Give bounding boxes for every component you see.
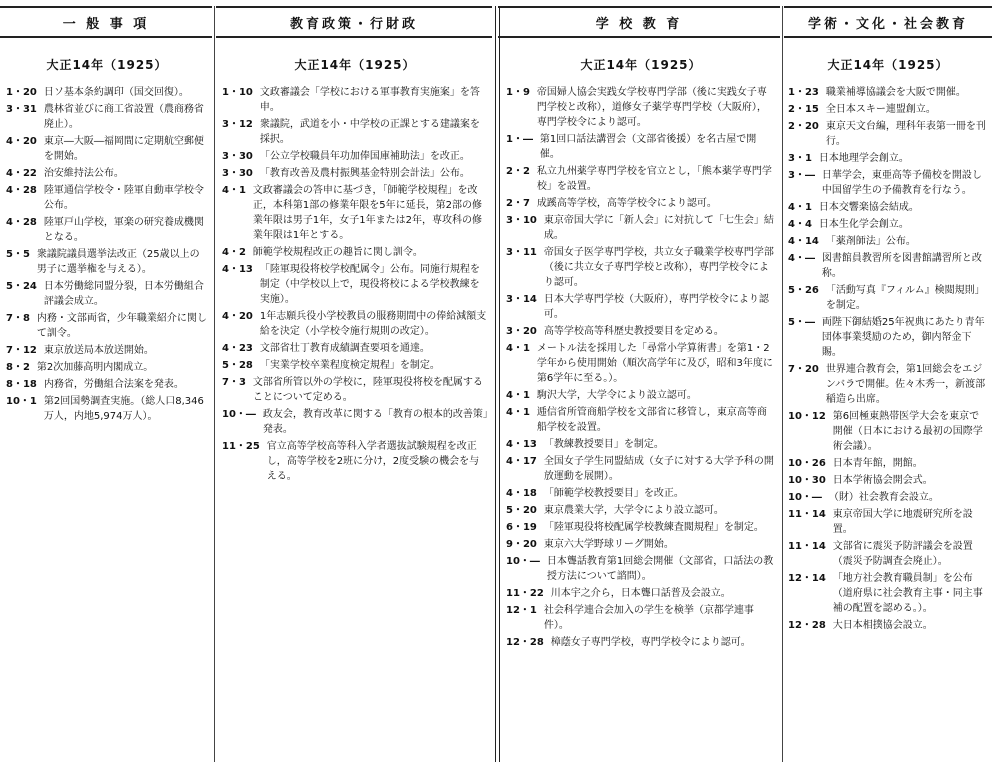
- chronology-entry: [222, 166, 488, 181]
- chronology-entry: [788, 539, 988, 569]
- entry-date: 4・1: [222, 185, 253, 196]
- chronology-entry: [788, 168, 988, 198]
- entry-text: 東京天文台編，理科年表第一冊を刊行。: [825, 121, 986, 147]
- chronology-entry: [222, 262, 488, 307]
- entry-date: 1・20: [6, 87, 44, 98]
- entry-text: 「陸軍現役将校配属学校教練査閲規程」を制定。: [543, 522, 764, 533]
- chronology-entry: [788, 473, 988, 488]
- chronology-entry: [6, 166, 208, 181]
- entry-text: 文政審議会の答申に基づき，「師範学校規程」を改正，本科第1部の修業年限を5年に延長，第2部の修業年限は男子1年，女子1年または2年，専攻科の修業年限は1年とする。: [252, 185, 482, 241]
- entry-text: 私立九州薬学専門学校を官立とし，「熊本薬学専門学校」を設置。: [536, 166, 772, 192]
- entry-text: 高等学校高等科歴史教授要目を定める。: [543, 326, 724, 337]
- chronology-entry: [6, 394, 208, 424]
- entry-date: 3・31: [6, 104, 44, 115]
- column-school: [506, 36, 776, 762]
- chronology-entry: [6, 183, 208, 213]
- chronology-entry: [222, 341, 488, 356]
- entry-date: 4・―: [788, 253, 822, 264]
- entry-text: 日本青年館，開館。: [832, 458, 923, 469]
- entry-text: 農林省並びに商工省設置（農商務省廃止）。: [43, 104, 204, 130]
- entry-text: 「活動写真『フィルム』検閲規則」を制定。: [825, 285, 985, 311]
- chronology-entry: [506, 245, 776, 290]
- chronology-entry: [506, 454, 776, 484]
- entry-text: （財）社会教育会設立。: [828, 492, 939, 503]
- entry-date: 4・20: [6, 136, 44, 147]
- entry-text: 「陸軍現役将校学校配属令」公布。同施行規程を制定（中学校以上で，現役将校による学校教練を実施）。: [259, 264, 480, 305]
- entry-date: 5・28: [222, 360, 260, 371]
- entry-date: 11・25: [222, 441, 267, 452]
- entry-text: 日ソ基本条約調印（国交回復）。: [43, 87, 189, 98]
- chronology-entry: [788, 102, 988, 117]
- entry-text: 衆議院，武道を小・中学校の正課とする建議案を採択。: [259, 119, 480, 145]
- entry-text: 衆議院議員選挙法改正（25歳以上の男子に選挙権を与える）。: [36, 249, 200, 275]
- chronology-entry: [788, 217, 988, 232]
- chronology-entry: [506, 635, 776, 650]
- chronology-entry: [506, 196, 776, 211]
- chronology-entry: [506, 164, 776, 194]
- year-heading: 大正14年（1925）: [294, 58, 416, 72]
- chronology-entry: [506, 341, 776, 386]
- entry-date: 4・4: [788, 219, 819, 230]
- entry-text: 1年志願兵役小学校教員の服務期間中の俸給減額支給を決定（小学校令施行規則の改定）。: [259, 311, 487, 337]
- entry-date: 10・―: [222, 409, 263, 420]
- entry-text: 駒沢大学，大学令により設立認可。: [536, 390, 697, 401]
- chronology-entry: [6, 279, 208, 309]
- entry-date: 4・1: [506, 343, 537, 354]
- entry-date: 3・11: [506, 247, 544, 258]
- entry-date: 4・2: [222, 247, 253, 258]
- entry-text: 政友会，教育改革に関する「教育の根本的改善策」発表。: [262, 409, 488, 435]
- entry-date: 4・17: [506, 456, 544, 467]
- entry-date: 4・18: [506, 488, 544, 499]
- entry-text: 「薬剤師法」公布。: [825, 236, 916, 247]
- entry-text: 樟蔭女子専門学校，専門学校令により認可。: [550, 637, 751, 648]
- entry-date: 5・20: [506, 505, 544, 516]
- chronology-entry: [6, 215, 208, 245]
- entry-date: 5・26: [788, 285, 826, 296]
- chronology-entry: [506, 132, 776, 162]
- entry-date: 10・1: [6, 396, 44, 407]
- column-divider: [214, 6, 215, 762]
- entry-text: 第2回国勢調査実施。（総人口8,346万人，内地5,974万人）。: [43, 396, 204, 422]
- chronology-entry: [6, 343, 208, 358]
- entry-text: 東京帝国大学に「新人会」に対抗して「七生会」結成。: [543, 215, 774, 241]
- chronology-entry: [788, 200, 988, 215]
- entry-text: 帝国婦人協会実践女学校専門学部（後に実践女子専門学校と改称），道修女子薬学専門学校（大阪府），専門学校令により認可。: [536, 87, 767, 128]
- column-header-general: 一 般 事 項: [0, 6, 212, 38]
- column-divider: [782, 6, 783, 762]
- entry-date: 2・15: [788, 104, 826, 115]
- entry-text: 東京農業大学，大学令により設立認可。: [543, 505, 724, 516]
- entry-text: 第6回極東熱帯医学大会を東京で開催（日本における最初の国際学術会議）。: [832, 411, 983, 452]
- entry-text: 「公立学校職員年功加俸国庫補助法」を改正。: [259, 151, 470, 162]
- entry-date: 4・1: [506, 390, 537, 401]
- chronology-entry: [222, 358, 488, 373]
- chronology-entry: [788, 456, 988, 471]
- entry-text: 成蹊高等学校，高等学校令により認可。: [536, 198, 717, 209]
- entry-date: 12・14: [788, 573, 833, 584]
- entry-text: 第2次加藤高明内閣成立。: [36, 362, 154, 373]
- entry-text: 「実業学校卒業程度検定規程」を制定。: [259, 360, 440, 371]
- entry-date: 2・20: [788, 121, 826, 132]
- entry-date: 7・8: [6, 313, 37, 324]
- entry-text: 「師範学校教授要目」を改正。: [543, 488, 684, 499]
- entry-date: 10・12: [788, 411, 833, 422]
- entry-text: 全国女子学生同盟結成（女子に対する大学予科の開放運動を展開）。: [543, 456, 774, 482]
- entry-text: 官立高等学校高等科入学者選抜試験規程を改正し，高等学校を2班に分け，2度受験の機会を与える。: [266, 441, 480, 482]
- chronology-entry: [6, 134, 208, 164]
- entry-date: 3・1: [788, 153, 819, 164]
- chronology-entry: [222, 439, 488, 484]
- entry-text: 治安維持法公布。: [43, 168, 124, 179]
- entry-text: 職業補導協議会を大阪で開催。: [825, 87, 966, 98]
- chronology-entry: [506, 388, 776, 403]
- column-divider-double: [499, 6, 500, 762]
- entry-date: 5・24: [6, 281, 44, 292]
- entry-date: 12・1: [506, 605, 544, 616]
- entry-date: 4・22: [6, 168, 44, 179]
- column-header-culture: 学術・文化・社会教育: [784, 6, 992, 38]
- entry-date: 3・14: [506, 294, 544, 305]
- chronology-entry: [788, 234, 988, 249]
- entry-date: 4・1: [506, 407, 537, 418]
- entry-text: 日本地理学会創立。: [818, 153, 909, 164]
- entry-date: 8・2: [6, 362, 37, 373]
- entry-text: 日本学術協会開会式。: [832, 475, 933, 486]
- entry-list: [6, 85, 208, 424]
- chronology-entry: [222, 149, 488, 164]
- chronology-entry: [222, 183, 488, 243]
- entry-date: 4・14: [788, 236, 826, 247]
- entry-date: 4・28: [6, 217, 44, 228]
- chronology-entry: [788, 409, 988, 454]
- column-policy: [222, 36, 488, 762]
- chronology-entry: [788, 151, 988, 166]
- entry-date: 4・13: [222, 264, 260, 275]
- entry-date: 3・―: [788, 170, 822, 181]
- chronology-entry: [788, 490, 988, 505]
- column-header-school: 学 校 教 育: [498, 6, 780, 38]
- chronology-entry: [506, 292, 776, 322]
- entry-date: 11・14: [788, 509, 833, 520]
- entry-date: 3・10: [506, 215, 544, 226]
- entry-text: 内務省，労働組合法案を発表。: [43, 379, 184, 390]
- chronology-entry: [6, 377, 208, 392]
- entry-text: 日本大学専門学校（大阪府），専門学校令により認可。: [543, 294, 769, 320]
- chronology-entry: [222, 407, 488, 437]
- chronology-entry: [6, 102, 208, 132]
- chronology-entry: [788, 571, 988, 616]
- entry-date: 3・12: [222, 119, 260, 130]
- entry-date: 7・12: [6, 345, 44, 356]
- chronology-entry: [788, 618, 988, 633]
- entry-text: 文部省所管以外の学校に，陸軍現役将校を配属することについて定める。: [252, 377, 483, 403]
- chronology-entry: [506, 537, 776, 552]
- year-heading: 大正14年（1925）: [827, 58, 949, 72]
- chronology-entry: [222, 117, 488, 147]
- entry-text: 文部省壮丁教育成績調査要項を通達。: [259, 343, 430, 354]
- chronology-entry: [6, 247, 208, 277]
- chronology-entry: [506, 213, 776, 243]
- entry-date: 1・23: [788, 87, 826, 98]
- entry-text: 陸軍通信学校令・陸軍自動車学校令公布。: [43, 185, 204, 211]
- entry-date: 11・22: [506, 588, 551, 599]
- chronology-entry: [788, 362, 988, 407]
- chronology-entry: [6, 85, 208, 100]
- entry-date: 7・3: [222, 377, 253, 388]
- chronology-entry: [788, 283, 988, 313]
- chronology-entry: [788, 85, 988, 100]
- chronology-entry: [6, 360, 208, 375]
- entry-text: 両陛下御結婚25年祝典にあたり青年団体事業奨励のため，御内帑金下賜。: [821, 317, 985, 358]
- chronology-entry: [506, 486, 776, 501]
- chronology-entry: [6, 311, 208, 341]
- entry-text: 全日本スキー連盟創立。: [825, 104, 936, 115]
- entry-date: 8・18: [6, 379, 44, 390]
- entry-text: 世界連合教育会，第1回総会をエジンバラで開催。佐々木秀一，新渡部稲造ら出席。: [825, 364, 986, 405]
- entry-text: 文部省に震災予防評議会を設置（震災予防調査会廃止）。: [832, 541, 973, 567]
- entry-text: メートル法を採用した「尋常小学算術書」を第1・2学年から使用開始（順次高学年に及び，昭和3年度に第6学年に至る。）。: [536, 343, 773, 384]
- chronology-entry: [506, 586, 776, 601]
- chronology-entry: [506, 554, 776, 584]
- entry-text: 「地方社会教育職員制」を公布（道府県に社会教育主事・同主事補の配置を認める。）。: [832, 573, 983, 614]
- entry-text: 「教練教授要目」を制定。: [543, 439, 664, 450]
- chronology-entry: [506, 520, 776, 535]
- entry-text: 逓信省所管商船学校を文部省に移管し，東京高等商船学校を設置。: [536, 407, 767, 433]
- entry-text: 東京六大学野球リーグ開始。: [543, 539, 674, 550]
- entry-text: 第1回口話法講習会（文部省後援）を名古屋で開催。: [539, 134, 757, 160]
- entry-text: 陸軍戸山学校，軍楽の研究養成機関となる。: [43, 217, 204, 243]
- chronology-entry: [506, 503, 776, 518]
- entry-date: 10・―: [788, 492, 829, 503]
- chronology-entry: [788, 315, 988, 360]
- column-culture: [788, 36, 988, 762]
- chronology-entry: [506, 437, 776, 452]
- entry-text: 社会科学連合会加入の学生を検挙（京都学連事件）。: [543, 605, 754, 631]
- entry-date: 4・28: [6, 185, 44, 196]
- entry-text: 東京―大阪―福岡間に定期航空郵便を開始。: [43, 136, 204, 162]
- entry-date: 4・23: [222, 343, 260, 354]
- entry-text: 「教育改善及農村振興基金特別会計法」公布。: [259, 168, 470, 179]
- entry-text: 内務・文部両省，少年職業紹介に関して訓令。: [36, 313, 207, 339]
- entry-text: 日華学会，東亜高等予備校を開設し中国留学生の予備教育を行なう。: [821, 170, 982, 196]
- entry-text: 東京帝国大学に地震研究所を設置。: [832, 509, 973, 535]
- entry-date: 1・―: [506, 134, 540, 145]
- column-header-policy: 教育政策・行財政: [216, 6, 492, 38]
- entry-date: 10・―: [506, 556, 547, 567]
- entry-date: 4・20: [222, 311, 260, 322]
- entry-date: 5・5: [6, 249, 37, 260]
- entry-date: 12・28: [788, 620, 833, 631]
- entry-date: 3・20: [506, 326, 544, 337]
- chronology-entry: [506, 85, 776, 130]
- entry-date: 11・14: [788, 541, 833, 552]
- entry-text: 日本生化学会創立。: [818, 219, 909, 230]
- entry-date: 2・7: [506, 198, 537, 209]
- year-heading: 大正14年（1925）: [580, 58, 702, 72]
- entry-list: [222, 85, 488, 484]
- entry-date: 2・2: [506, 166, 537, 177]
- chronology-entry: [222, 85, 488, 115]
- entry-date: 4・13: [506, 439, 544, 450]
- chronology-entry: [222, 245, 488, 260]
- chronology-entry: [222, 375, 488, 405]
- year-heading: 大正14年（1925）: [46, 58, 168, 72]
- chronology-entry: [506, 324, 776, 339]
- chronology-entry: [788, 119, 988, 149]
- entry-date: 1・9: [506, 87, 537, 98]
- entry-text: 日本聾話教育第1回総会開催（文部省，口話法の教授方法について諮問）。: [546, 556, 774, 582]
- entry-text: 師範学校規程改正の趣旨に関し訓令。: [252, 247, 423, 258]
- chronology-entry: [222, 309, 488, 339]
- entry-text: 帝国女子医学専門学校，共立女子職業学校専門学部（後に共立女子専門学校と改称），専門学校令により認可。: [543, 247, 774, 288]
- entry-list: [788, 85, 988, 633]
- chronology-entry: [506, 603, 776, 633]
- entry-text: 日本労働総同盟分裂，日本労働組合評議会成立。: [43, 281, 204, 307]
- entry-date: 5・―: [788, 317, 822, 328]
- entry-date: 4・1: [788, 202, 819, 213]
- entry-date: 10・30: [788, 475, 833, 486]
- chronology-entry: [506, 405, 776, 435]
- entry-text: 川本宇之介ら，日本聾口話普及会設立。: [550, 588, 731, 599]
- entry-text: 図書館員教習所を図書館講習所と改称。: [821, 253, 982, 279]
- entry-date: 10・26: [788, 458, 833, 469]
- entry-text: 文政審議会「学校における軍事教育実施案」を答申。: [259, 87, 480, 113]
- entry-date: 9・20: [506, 539, 544, 550]
- entry-date: 1・10: [222, 87, 260, 98]
- entry-date: 12・28: [506, 637, 551, 648]
- column-divider-double: [495, 6, 496, 762]
- entry-text: 日本交響楽協会結成。: [818, 202, 919, 213]
- entry-text: 大日本相撲協会設立。: [832, 620, 933, 631]
- entry-date: 6・19: [506, 522, 544, 533]
- entry-date: 7・20: [788, 364, 826, 375]
- entry-text: 東京放送局本放送開始。: [43, 345, 154, 356]
- column-general: [6, 36, 208, 762]
- chronology-entry: [788, 251, 988, 281]
- entry-date: 3・30: [222, 168, 260, 179]
- entry-list: [506, 85, 776, 650]
- entry-date: 3・30: [222, 151, 260, 162]
- chronology-entry: [788, 507, 988, 537]
